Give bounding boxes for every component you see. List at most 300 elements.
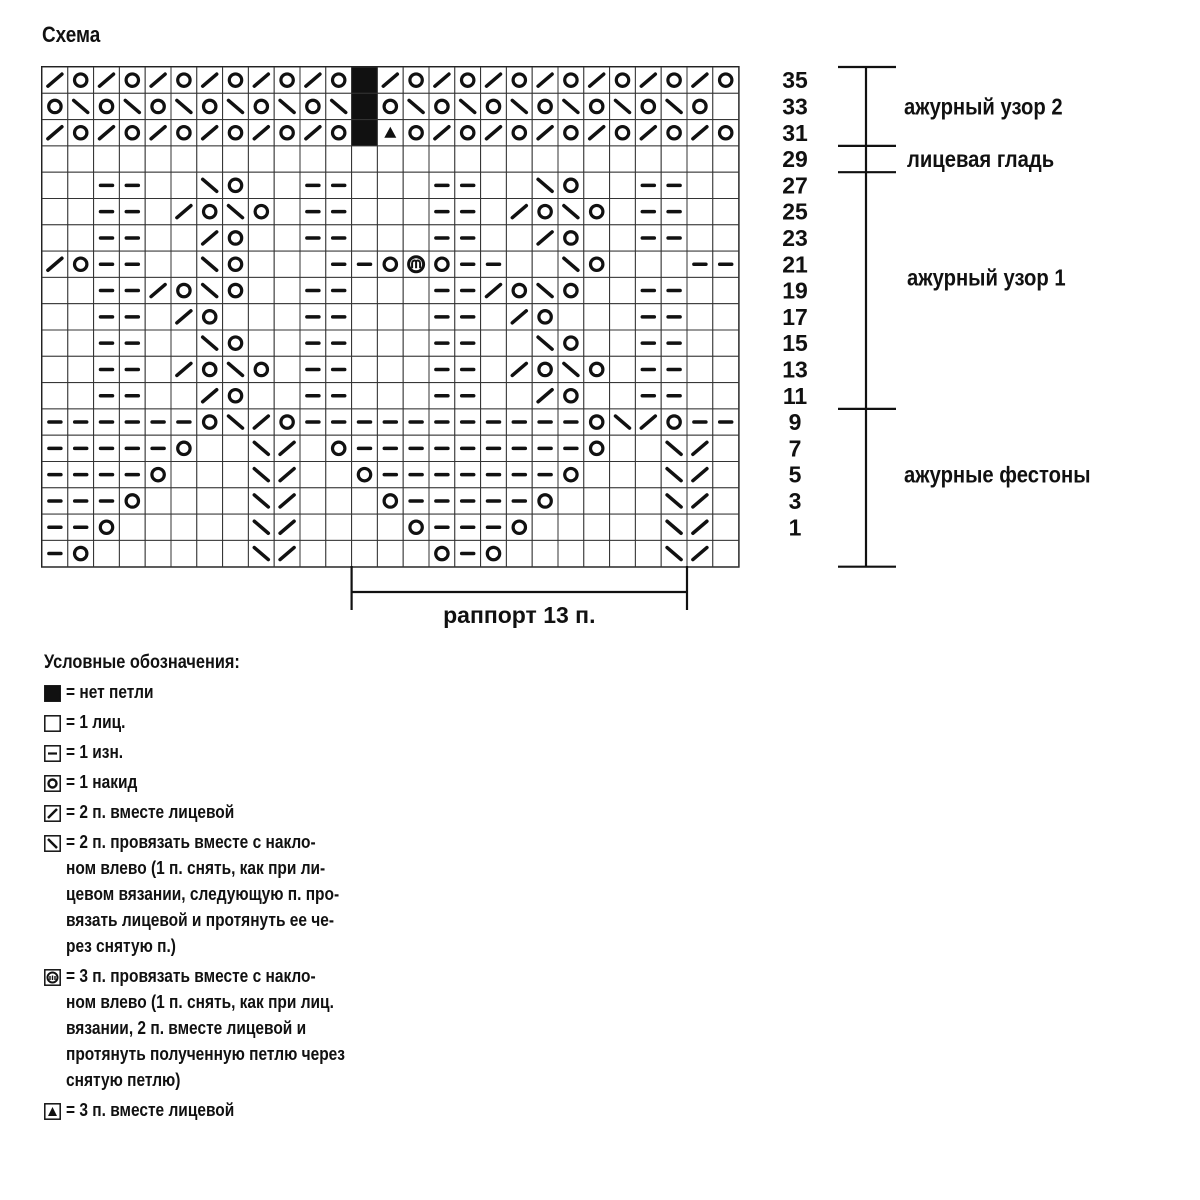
chart-cell [610, 146, 636, 172]
chart-cell [42, 409, 68, 435]
chart-cell [532, 199, 558, 225]
chart-cell [506, 146, 532, 172]
chart-cell [429, 383, 455, 409]
chart-cell [352, 330, 378, 356]
chart-cell [481, 435, 507, 461]
chart-cell [584, 120, 610, 146]
chart-cell [300, 409, 326, 435]
chart-cell [661, 120, 687, 146]
chart-cell [145, 540, 171, 566]
chart-cell [197, 383, 223, 409]
chart-cell [532, 409, 558, 435]
chart-cell [197, 67, 223, 93]
chart-cell [610, 356, 636, 382]
chart-cell [610, 462, 636, 488]
chart-cell [68, 120, 94, 146]
chart-cell [377, 330, 403, 356]
chart-cell [42, 488, 68, 514]
sk2p-icon [44, 969, 61, 986]
chart-cell [687, 251, 713, 277]
chart-cell [377, 199, 403, 225]
chart-cell [481, 172, 507, 198]
chart-cell [635, 462, 661, 488]
chart-cell [687, 330, 713, 356]
chart-cell [481, 67, 507, 93]
chart-cell [377, 304, 403, 330]
chart-cell [687, 120, 713, 146]
chart-cell [300, 93, 326, 119]
chart-cell [687, 199, 713, 225]
chart-cell [42, 93, 68, 119]
chart-cell [635, 146, 661, 172]
chart-cell [403, 409, 429, 435]
chart-cell [352, 488, 378, 514]
chart-cell [687, 462, 713, 488]
chart-cell [352, 435, 378, 461]
chart-cell [326, 488, 352, 514]
chart-cell [223, 93, 249, 119]
chart-cell [455, 304, 481, 330]
chart-cell [532, 304, 558, 330]
chart-cell [506, 356, 532, 382]
chart-cell [584, 67, 610, 93]
chart-cell [455, 409, 481, 435]
chart-cell [145, 120, 171, 146]
chart-cell [481, 330, 507, 356]
chart-cell [377, 146, 403, 172]
chart-cell [326, 383, 352, 409]
chart-cell [532, 146, 558, 172]
chart-cell [145, 199, 171, 225]
chart-cell [584, 199, 610, 225]
chart-cell [171, 120, 197, 146]
chart-cell [661, 67, 687, 93]
chart-cell [119, 277, 145, 303]
chart-cell [119, 462, 145, 488]
chart-cell [42, 356, 68, 382]
chart-cell [558, 330, 584, 356]
chart-cell [635, 93, 661, 119]
chart-cell [145, 225, 171, 251]
row-number: 1 [788, 514, 802, 541]
chart-cell [429, 488, 455, 514]
chart-cell [377, 435, 403, 461]
row-number: 35 [782, 67, 808, 94]
chart-cell [635, 409, 661, 435]
chart-cell [455, 514, 481, 540]
chart-cell [610, 540, 636, 566]
chart-cell [481, 120, 507, 146]
chart-cell [635, 225, 661, 251]
chart-cell [119, 540, 145, 566]
chart-cell [481, 251, 507, 277]
chart-cell [223, 435, 249, 461]
chart-cell [403, 172, 429, 198]
chart-cell [506, 540, 532, 566]
chart-cell [197, 172, 223, 198]
chart-cell [635, 383, 661, 409]
chart-cell [635, 304, 661, 330]
chart-cell [558, 199, 584, 225]
chart-cell [429, 356, 455, 382]
chart-cell [506, 172, 532, 198]
chart-cell [42, 251, 68, 277]
chart-cell [145, 277, 171, 303]
chart-cell [274, 199, 300, 225]
chart-cell [403, 383, 429, 409]
chart-cell [119, 199, 145, 225]
chart-cell [274, 409, 300, 435]
chart-cell [94, 383, 120, 409]
chart-cell [223, 225, 249, 251]
chart-cell [661, 488, 687, 514]
chart-cell [661, 356, 687, 382]
chart-cell [661, 383, 687, 409]
chart-cell [584, 304, 610, 330]
chart-cell [223, 67, 249, 93]
chart-cell [119, 225, 145, 251]
chart-cell [248, 356, 274, 382]
chart-cell [326, 93, 352, 119]
chart-cell [584, 514, 610, 540]
chart-cell [506, 251, 532, 277]
chart-cell [506, 435, 532, 461]
chart-cell [506, 67, 532, 93]
chart-cell [481, 93, 507, 119]
chart-cell [171, 251, 197, 277]
legend-item [44, 803, 424, 825]
chart-cell [352, 514, 378, 540]
chart-cell [352, 277, 378, 303]
chart-cell [197, 146, 223, 172]
chart-cell [68, 225, 94, 251]
chart-cell [429, 435, 455, 461]
chart-cell [248, 383, 274, 409]
chart-cell [377, 225, 403, 251]
chart-cell [274, 435, 300, 461]
chart-cell [274, 330, 300, 356]
chart-cell [532, 93, 558, 119]
chart-cell [558, 251, 584, 277]
chart-cell [661, 540, 687, 566]
chart-cell [94, 356, 120, 382]
chart-cell [377, 251, 403, 277]
chart-cell [635, 199, 661, 225]
chart-cell [197, 356, 223, 382]
knit-icon [44, 715, 61, 732]
chart-cell [274, 93, 300, 119]
chart-cell [197, 225, 223, 251]
chart-cell [713, 277, 739, 303]
legend-item-text: = 3 п. провязать вместе с накло- ном влево (1 п. снять, как при лиц. вязании, 2 п. вместе лицевой и протянуть полученную петлю через снятую петлю) [66, 966, 345, 1090]
chart-cell [248, 514, 274, 540]
legend-title: Условные обозначения: [44, 652, 240, 673]
chart-cell [610, 120, 636, 146]
chart-cell [119, 383, 145, 409]
chart-cell [713, 304, 739, 330]
chart-cell [377, 120, 403, 146]
page-title: Схема [42, 22, 101, 47]
chart-cell [661, 409, 687, 435]
chart-cell [300, 199, 326, 225]
chart-cell [300, 67, 326, 93]
chart-cell [429, 409, 455, 435]
chart-cell [713, 514, 739, 540]
chart-cell [94, 488, 120, 514]
chart-cell [94, 304, 120, 330]
chart-cell [68, 93, 94, 119]
chart-cell [429, 146, 455, 172]
chart-cell [119, 514, 145, 540]
legend-item-text: = 1 накид [66, 772, 138, 792]
chart-cell [248, 330, 274, 356]
chart-cell [68, 67, 94, 93]
chart-cell [403, 356, 429, 382]
chart-cell [532, 225, 558, 251]
chart-cell [455, 435, 481, 461]
chart-cell [713, 383, 739, 409]
chart-cell [300, 383, 326, 409]
chart-cell [274, 514, 300, 540]
row-number: 25 [782, 198, 808, 225]
chart-cell [42, 146, 68, 172]
chart-cell [429, 304, 455, 330]
chart-cell [610, 225, 636, 251]
chart-cell [171, 462, 197, 488]
chart-cell [532, 251, 558, 277]
chart-cell [558, 356, 584, 382]
chart-cell [610, 277, 636, 303]
chart-cell [377, 488, 403, 514]
chart-cell [223, 146, 249, 172]
chart-cell [171, 330, 197, 356]
chart-cell [223, 120, 249, 146]
chart-cell [326, 199, 352, 225]
chart-cell [248, 277, 274, 303]
chart-cell [300, 120, 326, 146]
chart-cell [352, 383, 378, 409]
chart-cell [223, 199, 249, 225]
chart-cell [455, 199, 481, 225]
chart-cell [94, 409, 120, 435]
chart-cell [455, 277, 481, 303]
chart-cell [429, 462, 455, 488]
chart-cell [687, 435, 713, 461]
chart-cell [532, 120, 558, 146]
chart-cell [635, 356, 661, 382]
chart-cell [68, 199, 94, 225]
chart-cell [300, 435, 326, 461]
chart-cell [223, 409, 249, 435]
chart-cell [377, 540, 403, 566]
chart-cell [119, 356, 145, 382]
chart-cell [661, 514, 687, 540]
chart-cell [584, 488, 610, 514]
chart-cell [403, 146, 429, 172]
chart-cell [42, 199, 68, 225]
chart-cell [68, 540, 94, 566]
chart-cell [481, 488, 507, 514]
chart-cell [42, 462, 68, 488]
chart-cell [42, 304, 68, 330]
chart-cell [584, 225, 610, 251]
chart-cell [610, 199, 636, 225]
chart-cell [429, 225, 455, 251]
yarn-over-icon [44, 775, 61, 792]
chart-cell [635, 514, 661, 540]
chart-cell [119, 251, 145, 277]
chart-cell [377, 409, 403, 435]
chart-cell [197, 488, 223, 514]
chart-cell [687, 67, 713, 93]
chart-cell [119, 409, 145, 435]
chart-cell [300, 488, 326, 514]
chart-cell [68, 277, 94, 303]
chart-cell [635, 330, 661, 356]
chart-cell [274, 172, 300, 198]
chart-cell [532, 356, 558, 382]
chart-cell [455, 67, 481, 93]
chart-cell [94, 435, 120, 461]
chart-cell [713, 540, 739, 566]
chart-cell [661, 462, 687, 488]
row-number: 27 [782, 172, 808, 199]
chart-cell [197, 304, 223, 330]
chart-cell [223, 277, 249, 303]
chart-cell [326, 304, 352, 330]
chart-cell [171, 540, 197, 566]
chart-cell [352, 462, 378, 488]
chart-cell [171, 93, 197, 119]
chart-cell [352, 67, 378, 93]
chart-cell [610, 67, 636, 93]
chart-cell [584, 93, 610, 119]
chart-cell [119, 93, 145, 119]
chart-cell [532, 383, 558, 409]
chart-cell [584, 277, 610, 303]
legend-item [44, 743, 424, 765]
legend-item-text: = 1 лиц. [66, 712, 126, 732]
chart-cell [300, 514, 326, 540]
chart-cell [145, 488, 171, 514]
chart-cell [119, 435, 145, 461]
chart-cell [171, 67, 197, 93]
chart-cell [635, 488, 661, 514]
chart-cell [119, 304, 145, 330]
chart-cell [171, 304, 197, 330]
chart-cell [326, 67, 352, 93]
chart-cell [532, 514, 558, 540]
legend-item-text: = 2 п. провязать вместе с накло- ном влево (1 п. снять, как при ли- цевом вязании, следующую п. про- вязать лицевой и протянуть ее че- рез снятую п.) [66, 832, 340, 956]
chart-cell [171, 172, 197, 198]
chart-cell [94, 199, 120, 225]
chart-cell [558, 67, 584, 93]
chart-cell [326, 277, 352, 303]
chart-cell [661, 435, 687, 461]
chart-cell [352, 199, 378, 225]
chart-cell [145, 251, 171, 277]
chart-cell [300, 462, 326, 488]
chart-cell [584, 356, 610, 382]
chart-cell [481, 383, 507, 409]
chart-cell [352, 356, 378, 382]
chart-cell [223, 488, 249, 514]
chart-cell [481, 225, 507, 251]
chart-cell [145, 172, 171, 198]
chart-cell [610, 304, 636, 330]
legend-items [44, 683, 424, 1123]
row-number: 33 [782, 93, 808, 120]
chart-cell [584, 540, 610, 566]
chart-cell [429, 251, 455, 277]
chart-cell [687, 540, 713, 566]
chart-cell [68, 383, 94, 409]
chart-cell [506, 330, 532, 356]
chart-cell [429, 93, 455, 119]
chart-cell [532, 67, 558, 93]
chart-cell [223, 383, 249, 409]
chart-cell [584, 172, 610, 198]
chart-cell [455, 540, 481, 566]
chart-cell [145, 67, 171, 93]
chart-cell [713, 409, 739, 435]
chart-cell [532, 330, 558, 356]
chart-cell [352, 172, 378, 198]
chart-cell [455, 225, 481, 251]
chart-cell [455, 93, 481, 119]
chart-cell [171, 356, 197, 382]
chart-cell [687, 383, 713, 409]
chart-cell [223, 330, 249, 356]
chart-cell [455, 172, 481, 198]
legend [44, 652, 424, 1131]
chart-cell [687, 409, 713, 435]
chart-cell [171, 146, 197, 172]
chart-cell [403, 225, 429, 251]
chart-cell [713, 435, 739, 461]
chart-cell [610, 409, 636, 435]
chart-cell [635, 172, 661, 198]
chart-cell [274, 67, 300, 93]
row-number: 13 [782, 356, 808, 383]
chart-cell [352, 540, 378, 566]
chart-cell [248, 251, 274, 277]
chart-cell [274, 356, 300, 382]
ssk-icon [44, 835, 61, 852]
chart-cell [713, 356, 739, 382]
chart-cell [171, 488, 197, 514]
chart-cell [248, 304, 274, 330]
chart-cell [532, 540, 558, 566]
chart-cell [248, 172, 274, 198]
chart-cell [635, 435, 661, 461]
row-number: 5 [788, 461, 802, 488]
chart-cell [481, 356, 507, 382]
chart-cell [506, 383, 532, 409]
chart-cell [326, 462, 352, 488]
chart-cell [352, 409, 378, 435]
chart-cell [197, 277, 223, 303]
chart-cell [661, 304, 687, 330]
legend-item-text: = нет петли [66, 682, 154, 702]
chart-cell [635, 277, 661, 303]
chart-cell [506, 409, 532, 435]
chart-cell [171, 199, 197, 225]
chart-cell [506, 93, 532, 119]
chart-cell [326, 356, 352, 382]
chart-cell [68, 330, 94, 356]
chart-cell [558, 488, 584, 514]
